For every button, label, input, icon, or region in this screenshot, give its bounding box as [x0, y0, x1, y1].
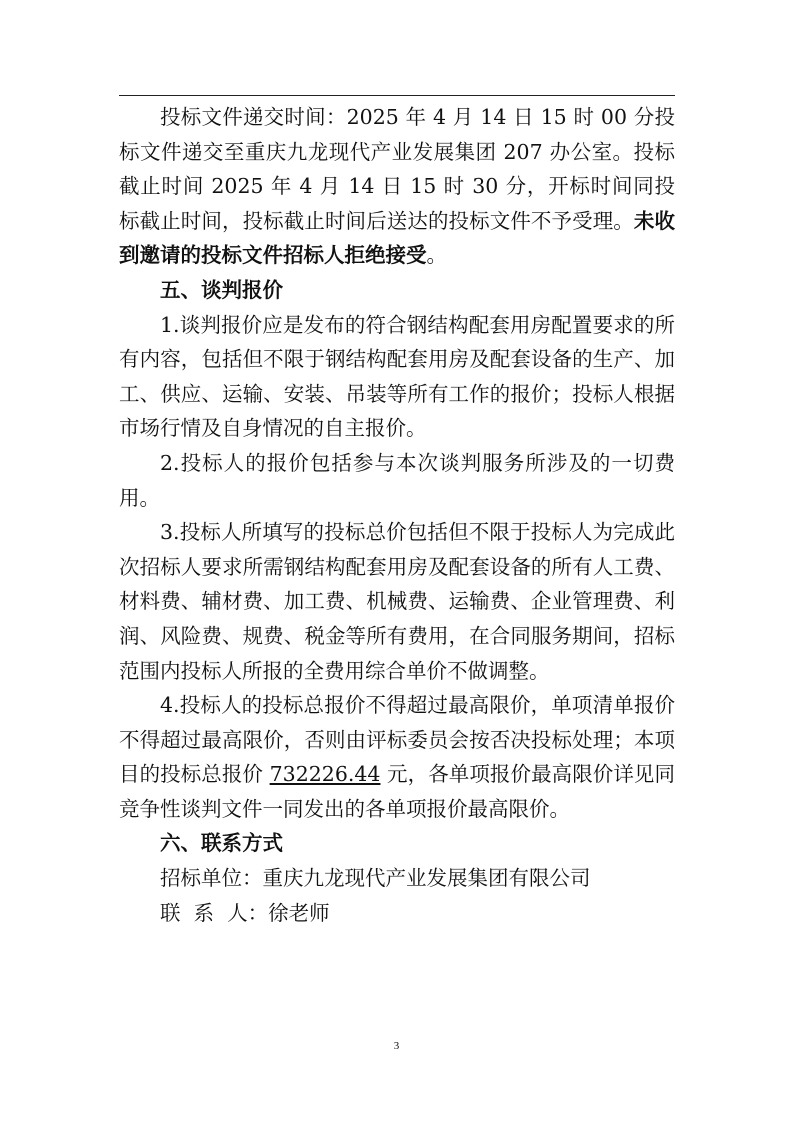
total-price-amount: 732226.44	[269, 762, 381, 787]
contact-person: 联 系 人：徐老师	[160, 900, 330, 925]
rejection-notice: 未收到邀请的投标文件招标人拒绝接受	[119, 208, 676, 268]
submission-end: 。	[426, 243, 447, 268]
section-heading-contact: 六、联系方式	[160, 831, 283, 856]
quotation-item-2: 2.投标人的报价包括参与本次谈判服务所涉及的一切费用。	[119, 450, 675, 510]
section-heading-quotation: 五、谈判报价	[160, 277, 283, 302]
tender-unit: 招标单位：重庆九龙现代产业发展集团有限公司	[160, 866, 591, 891]
quotation-item-4-rest: 元，各单项报价最高限价详见同竞争性谈判文件一同发出的各单项报价最高限价。	[119, 762, 675, 821]
submission-text: 投标文件递交时间：2025 年 4 月 14 日 15 时 00 分投标文件递交至重庆九龙现代产业发展集团 207 办公室。投标截止时间 2025 年 4 月 14 日 15 时 30 分，开标时间同投标截止时间，投标截止时间后送达的投标文件不予受理。	[119, 105, 675, 233]
page-number: 3	[393, 1040, 400, 1052]
quotation-item-4-text: 4.投标人的投标总报价不得超过最高限价，单项清单报价不得超过最高限价，否则由评标委员会按否决投标处理；本项目的投标总报价	[119, 693, 675, 787]
quotation-item-4	[119, 688, 675, 826]
header-rule	[119, 95, 675, 96]
quotation-item-1: 1.谈判报价应是发布的符合钢结构配套用房配置要求的所有内容，包括但不限于钢结构配套用房及配套设备的生产、加工、供应、运输、安装、吊装等所有工作的报价；投标人根据市场行情及自身情况的自主报价。	[119, 312, 675, 441]
quotation-item-3: 3.投标人所填写的投标总价包括但不限于投标人为完成此次招标人要求所需钢结构配套用房及配套设备的所有人工费、材料费、辅材费、加工费、机械费、运输费、企业管理费、利润、风险费、规费、税金等所有费用，在合同服务期间，招标范围内投标人所报的全费用综合单价不做调整。	[119, 520, 675, 683]
document-body	[119, 100, 675, 930]
submission-paragraph	[119, 100, 675, 273]
